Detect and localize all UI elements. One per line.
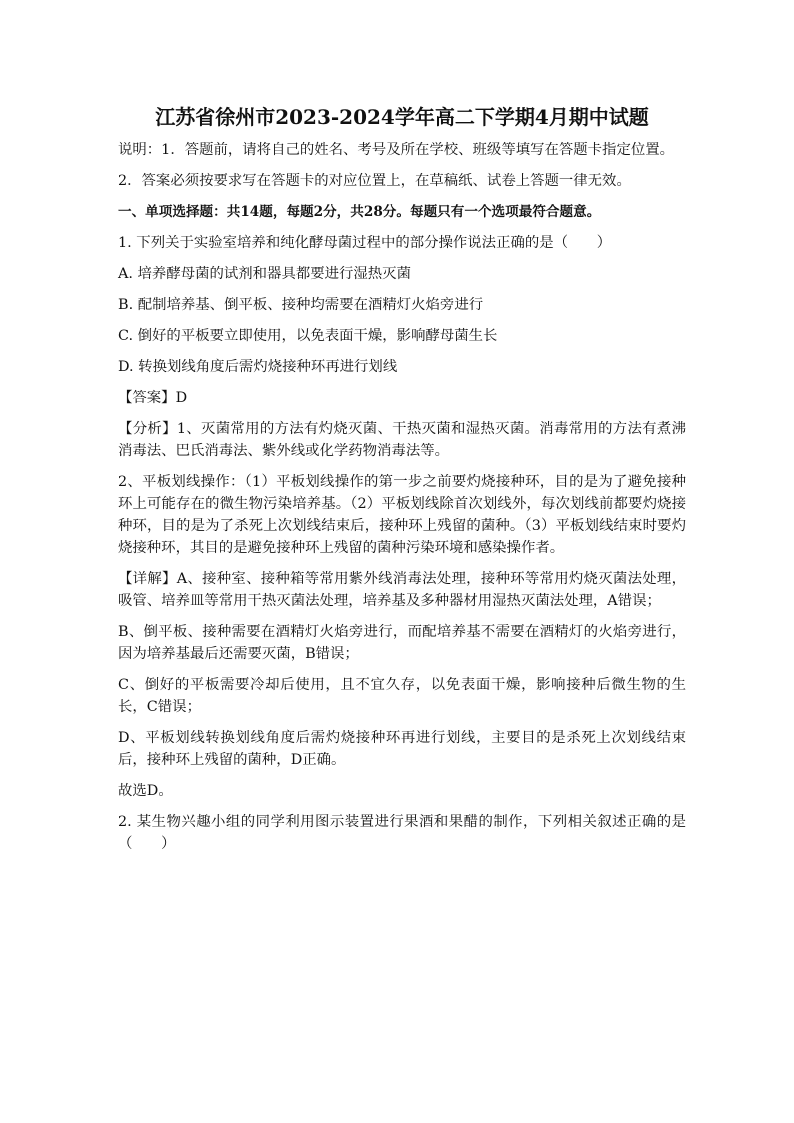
question-1-detail-b: B、倒平板、接种需要在酒精灯火焰旁进行，而配培养基不需要在酒精灯的火焰旁进行，因为培养基最后还需要灭菌，B错误； — [118, 624, 686, 662]
instruction-1: 说明：1．答题前，请将自己的姓名、考号及所在学校、班级等填写在答题卡指定位置。 — [118, 142, 675, 158]
question-1-option-b: B. 配制培养基、倒平板、接种均需要在酒精灯火焰旁进行 — [118, 297, 484, 313]
exam-title: 江苏省徐州市2023-2024学年高二下学期4月期中试题 — [155, 105, 649, 129]
question-1-option-d: D. 转换划线角度后需灼烧接种环再进行划线 — [118, 359, 398, 375]
question-1-detail-c: C、倒好的平板需要冷却后使用，且不宜久存，以免表面干燥，影响接种后微生物的生长，C错误； — [118, 677, 686, 715]
question-1-option-c: C. 倒好的平板要立即使用，以免表面干燥，影响酵母菌生长 — [118, 328, 498, 344]
question-1-analysis-part-2: 2、平板划线操作：（1）平板划线操作的第一步之前要灼烧接种环，目的是为了避免接种环上可能存在的微生物污染培养基。（2）平板划线除首次划线外，每次划线前都要灼烧接种环，目的是为了杀死上次划线结束后，接种环上残留的菌种。（3）平板划线结束时要灼烧接种环，其目的是避免接种环上残留的菌种污染环境和感染操作者。 — [118, 474, 686, 556]
question-1-detail-d: D、平板划线转换划线角度后需灼烧接种环再进行划线，主要目的是杀死上次划线结束后，接种环上残留的菌种，D正确。 — [118, 730, 686, 768]
question-1-analysis-part-1: 【分析】1、灭菌常用的方法有灼烧灭菌、干热灭菌和湿热灭菌。消毒常用的方法有煮沸消毒法、巴氏消毒法、紫外线或化学药物消毒法等。 — [118, 421, 686, 459]
question-1-option-a: A. 培养酵母菌的试剂和器具都要进行湿热灭菌 — [118, 266, 411, 282]
question-1-conclusion: 故选D。 — [118, 783, 173, 799]
question-1-detail-a: 【详解】A、接种室、接种箱等常用紫外线消毒法处理，接种环等常用灼烧灭菌法处理，吸管、培养皿等常用干热灭菌法处理，培养基及多种器材用湿热灭菌法处理，A错误； — [118, 571, 686, 609]
question-1-stem: 1. 下列关于实验室培养和纯化酵母菌过程中的部分操作说法正确的是（ ） — [118, 235, 612, 251]
section-title: 一、单项选择题：共14题，每题2分，共28分。每题只有一个选项最符合题意。 — [118, 204, 601, 220]
instruction-2: 2．答案必须按要求写在答题卡的对应位置上，在草稿纸、试卷上答题一律无效。 — [118, 173, 631, 189]
question-1-answer: 【答案】D — [118, 390, 188, 406]
question-2-stem: 2. 某生物兴趣小组的同学利用图示装置进行果酒和果醋的制作，下列相关叙述正确的是（ ） — [118, 814, 686, 852]
